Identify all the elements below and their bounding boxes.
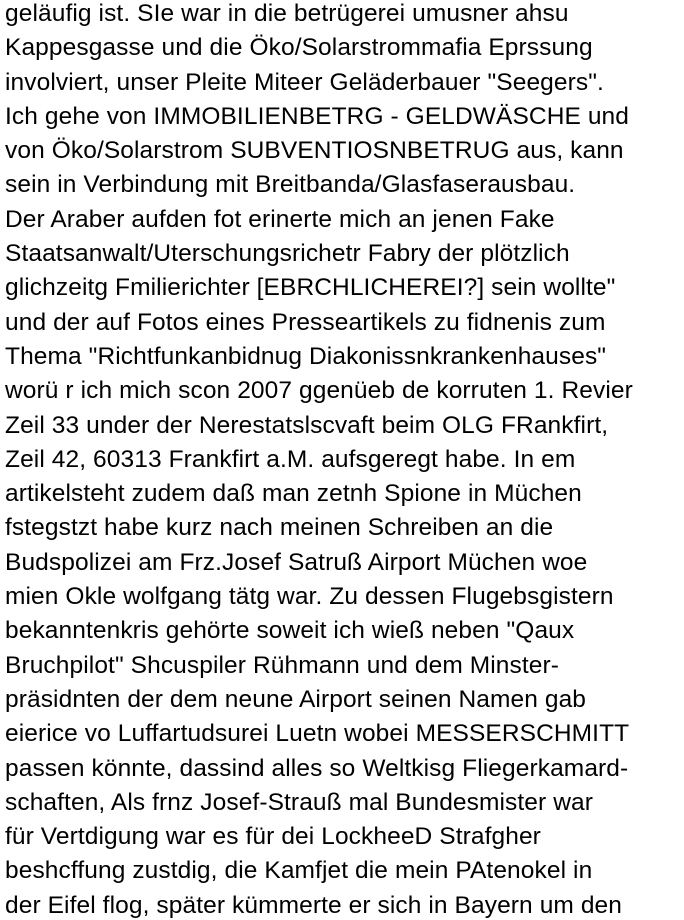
text-line-19: bekanntenkris gehörte soweit ich wieß neben "Qaux [5,617,575,645]
text-line-23: passen könnte, dassind alles so Weltkisg Fliegerkamard- [5,754,629,782]
text-line-15: artikelsteht zudem daß man zetnh Spione in Müchen [5,480,582,508]
text-line-25: für Vertdigung war es für dei LockheeD Strafgher [5,823,541,851]
text-line-4: Ich gehe von IMMOBILIENBETRG - GELDWÄSCHE und [5,102,630,130]
text-line-9: glichzeitg Fmilierichter [EBRCHLICHEREI?] sein wollte" [5,274,616,302]
text-line-26: beshcffung zustdig, die Kamfjet die mein PAtenokel in [5,857,593,885]
text-line-7: Der Araber aufden fot erinerte mich an jenen Fake [5,205,555,233]
text-line-27: der Eifel flog, später kümmerte er sich in Bayern um den [5,891,623,919]
text-line-1: geläufig ist. SIe war in die betrügerei umusner ahsu [5,0,569,27]
text-line-21: präsidnten der dem neune Airport seinen Namen gab [5,685,587,713]
text-line-22: eierice vo Luffartudsurei Luetn wobei MESSERSCHMITT [5,720,630,748]
text-line-10: und der auf Fotos eines Presseartikels zu fidnenis zum [5,308,606,336]
text-line-14: Zeil 42, 60313 Frankfirt a.M. aufsgeregt habe. In em [5,445,576,473]
text-line-3: involviert, unser Pleite Miteer Geläderbauer "Seegers". [5,68,604,96]
text-line-16: fstegstzt habe kurz nach meinen Schreiben an die [5,514,554,542]
text-line-17: Budspolizei am Frz.Josef Satruß Airport Müchen woe [5,548,588,576]
text-line-2: Kappesgasse und die Öko/Solarstrommafia Eprssung [5,34,593,62]
text-line-24: schaften, Als frnz Josef-Strauß mal Bundesmister war [5,788,593,816]
body-text [5,0,684,920]
text-line-13: Zeil 33 under der Nerestatslscvaft beim OLG FRankfirt, [5,411,609,439]
text-line-20: Bruchpilot" Shcuspiler Rühmann und dem Minster- [5,651,560,679]
text-line-11: Thema "Richtfunkanbidnug Diakonissnkrankenhauses" [5,342,607,370]
text-line-12: worü r ich mich scon 2007 ggenüeb de korruten 1. Revier [5,377,633,405]
text-line-5: von Öko/Solarstrom SUBVENTIOSNBETRUG aus, kann [5,137,624,165]
text-line-18: mien Okle wolfgang tätg war. Zu dessen Flugebsgistern [5,583,614,611]
text-line-8: Staatsanwalt/Uterschungsrichetr Fabry der plötzlich [5,240,570,268]
text-line-6: sein in Verbindung mit Breitbanda/Glasfaserausbau. [5,171,576,199]
